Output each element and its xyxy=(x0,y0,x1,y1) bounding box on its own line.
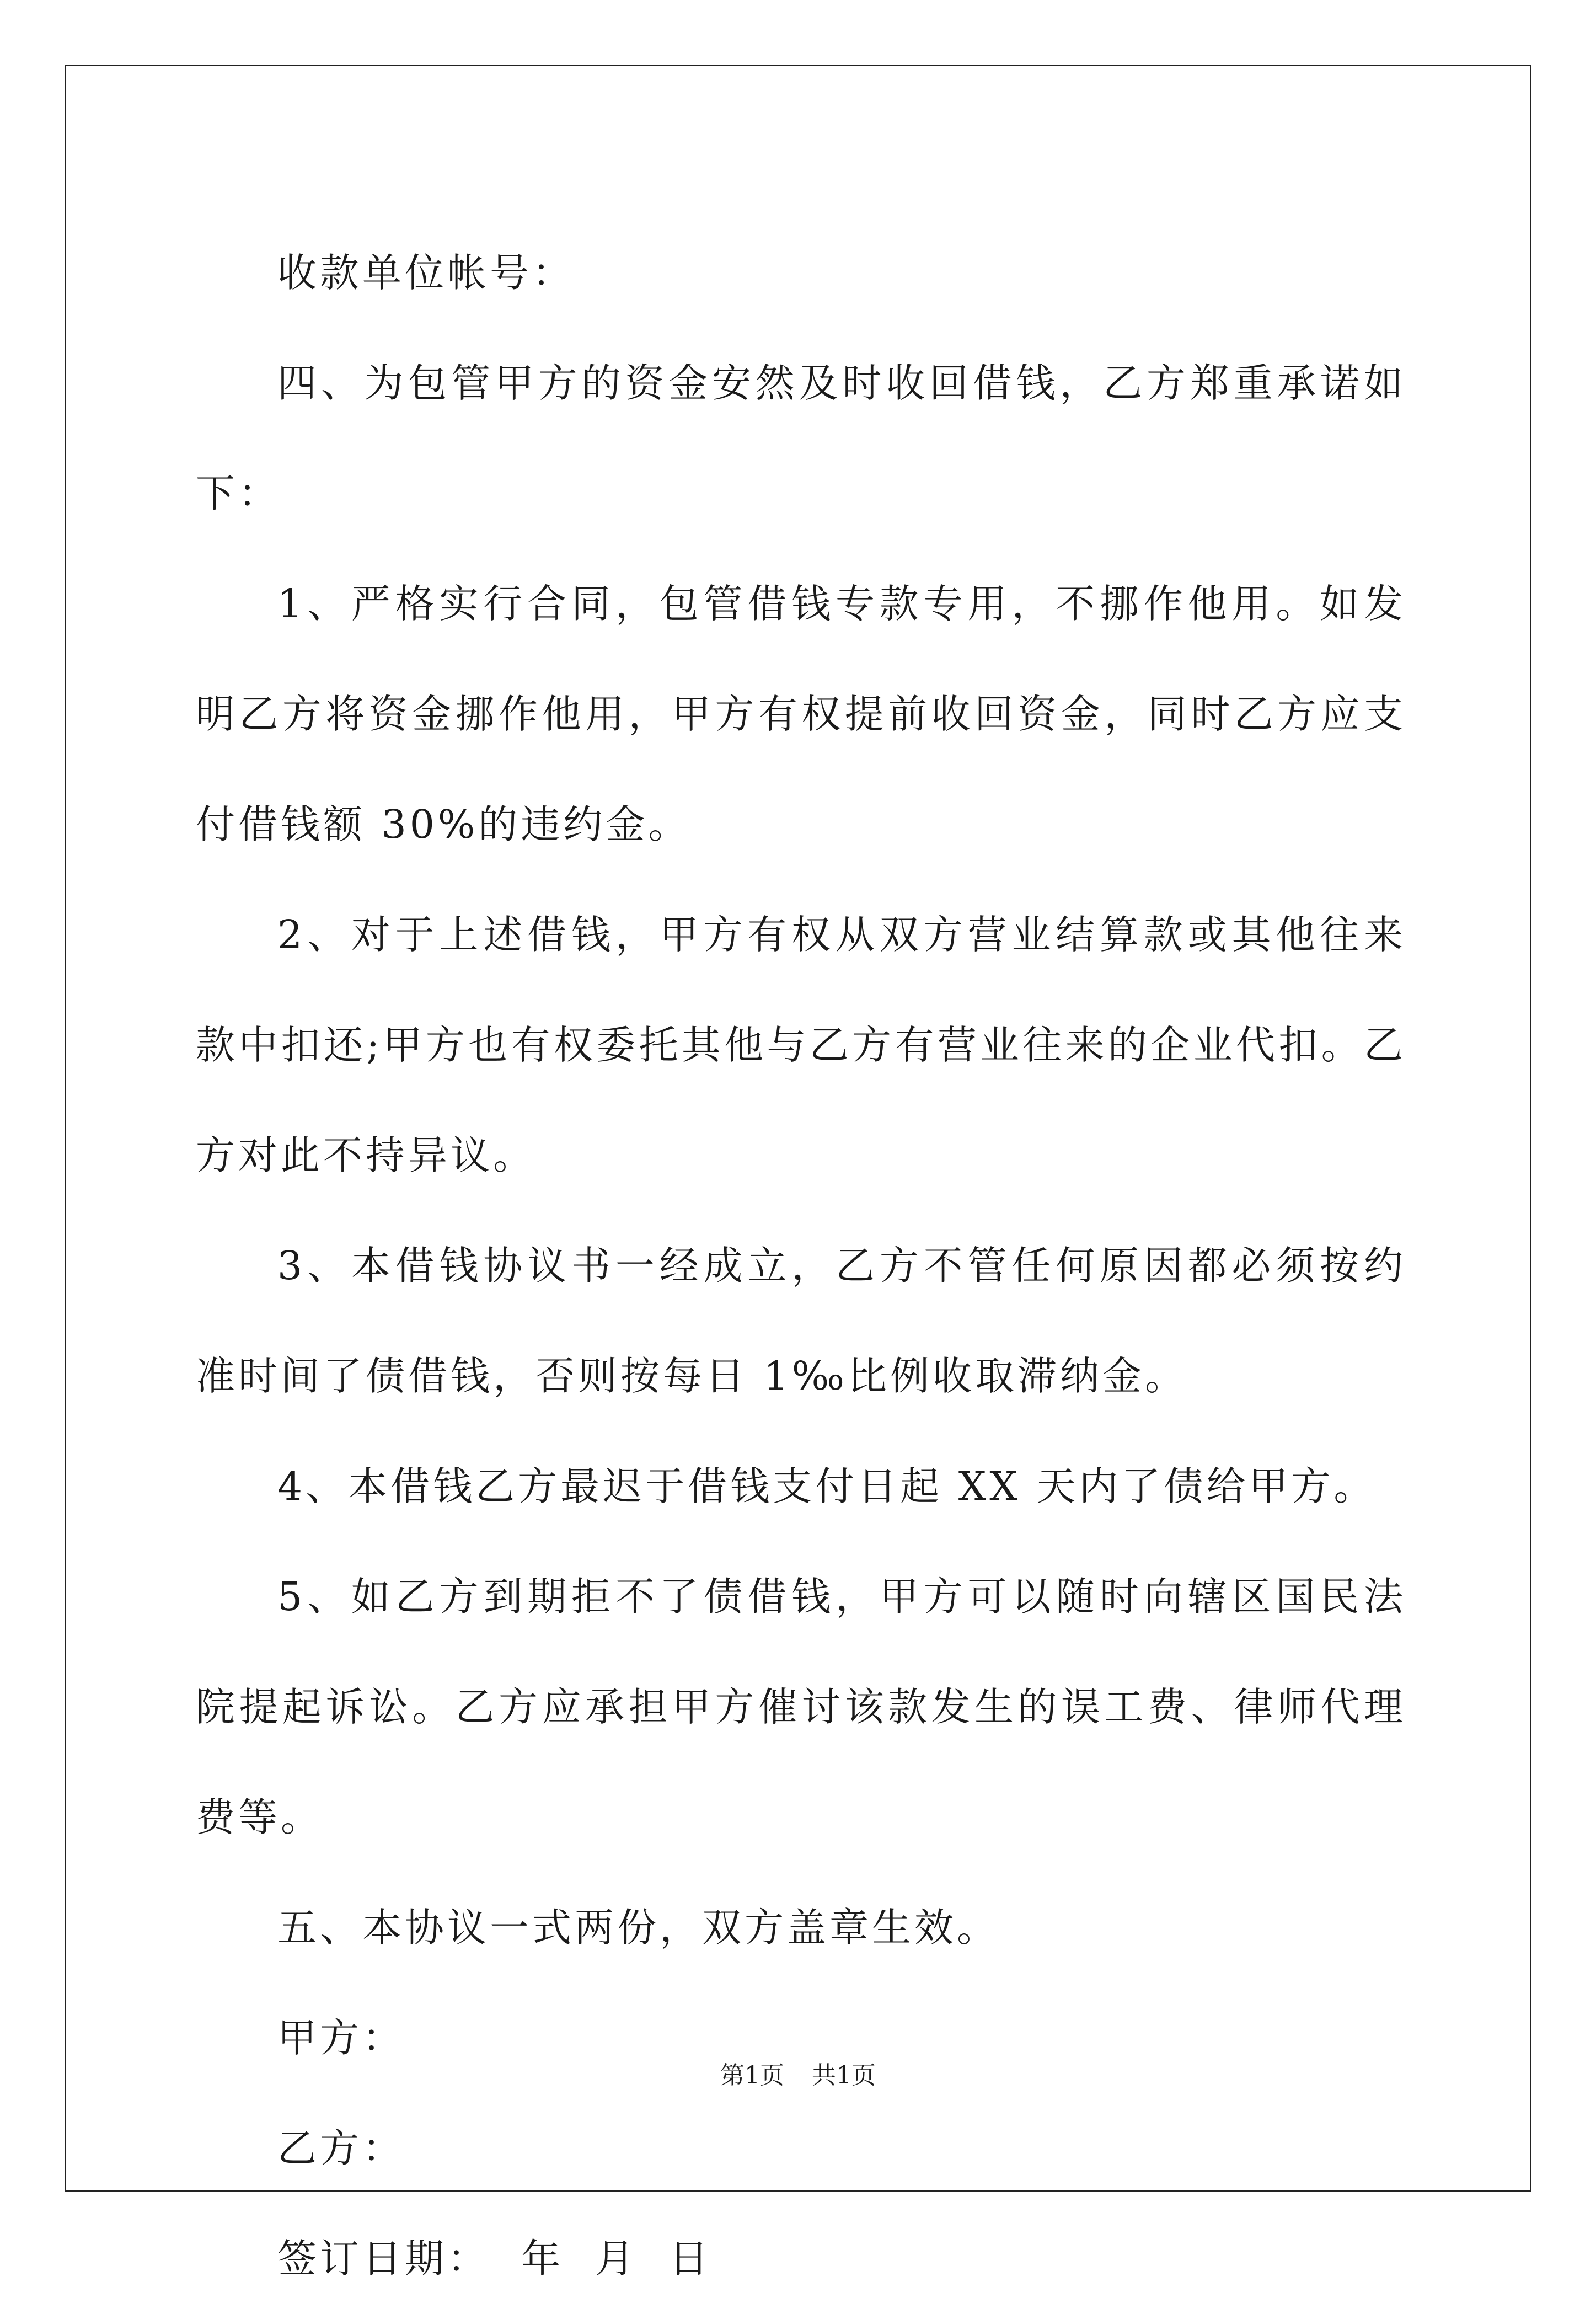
document-body xyxy=(196,218,1406,2314)
signature-party-a: 甲方： xyxy=(277,2015,405,2061)
paragraph-account: 收款单位帐号： xyxy=(277,250,575,296)
signature-date: 签订日期： 年 月 日 xyxy=(277,2236,712,2281)
page-number-current: 第1页 xyxy=(720,2061,784,2089)
signature-party-b: 乙方： xyxy=(277,2125,405,2171)
paragraph-clause-5: 5、如乙方到期拒不了债借钱，甲方可以随时向辖区国民法院提起诉讼。乙方应承担甲方催讨该款发生的误工费、律师代理费等。 xyxy=(196,1574,1406,1840)
page-footer xyxy=(0,2055,1596,2091)
paragraph-clause-2: 2、对于上述借钱，甲方有权从双方营业结算款或其他往来款中扣还;甲方也有权委托其他与乙方有营业往来的企业代扣。乙方对此不持异议。 xyxy=(196,912,1406,1178)
paragraph-section-four: 四、为包管甲方的资金安然及时收回借钱，乙方郑重承诺如下： xyxy=(196,360,1406,516)
page-number-total: 共1页 xyxy=(812,2061,876,2089)
paragraph-clause-4: 4、本借钱乙方最迟于借钱支付日起 XX 天内了债给甲方。 xyxy=(277,1463,1377,1509)
paragraph-clause-1: 1、严格实行合同，包管借钱专款专用，不挪作他用。如发明乙方将资金挪作他用，甲方有权提前收回资金，同时乙方应支付借钱额 30%的违约金。 xyxy=(196,581,1406,847)
paragraph-section-five: 五、本协议一式两份，双方盖章生效。 xyxy=(277,1905,1000,1950)
paragraph-clause-3: 3、本借钱协议书一经成立，乙方不管任何原因都必须按约准时间了债借钱，否则按每日 1‰比例收取滞纳金。 xyxy=(196,1243,1406,1399)
